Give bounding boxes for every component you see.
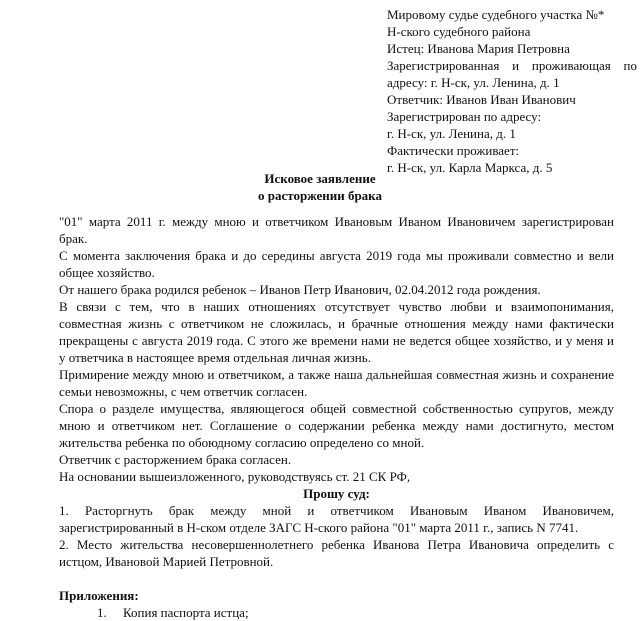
paragraph-line: Примирение между мною и ответчиком, а также наша дальнейшая совместная жизнь и сохранение (59, 367, 614, 382)
paragraph-line: брак. (59, 231, 88, 246)
request-item-line: истцом, Ивановой Марией Петровной. (59, 554, 274, 569)
attachment-item (59, 604, 614, 621)
request-item-line: 2. Место жительства несовершеннолетнего ребенка Иванова Петра Ивановича определить с (59, 537, 614, 552)
paragraph-line: На основании вышеизложенного, руководствуясь ст. 21 СК РФ, (59, 469, 411, 484)
paragraph-line: совместная жизнь с ответчиком не сложилась, и брачные отношения между нами фактически (59, 316, 614, 331)
paragraph-line: С момента заключения брака и до середины августа 2019 года мы проживали совместно и вели (59, 248, 614, 263)
document-title: Исковое заявление (264, 171, 376, 186)
header-line: Фактически проживает: (387, 143, 520, 158)
paragraph-line: От нашего брака родился ребенок – Иванов Петр Иванович, 02.04.2012 года рождения. (59, 282, 541, 297)
paragraph-line: "01" марта 2011 г. между мною и ответчиком Ивановым Иваном Ивановичем зарегистрирован (59, 214, 614, 229)
header-line: г. Н-ск, ул. Карла Маркса, д. 5 (387, 160, 553, 175)
paragraph-line: у ответчика в настоящее время отдельная личная жизнь. (59, 350, 371, 365)
header-line: Зарегистрированная и проживающая по (387, 58, 637, 73)
attachments-heading: Приложения: (59, 588, 139, 603)
header-line: Мировому судье судебного участка №* (387, 7, 605, 22)
header-line: Зарегистрирован по адресу: (387, 109, 542, 124)
header-line: Ответчик: Иванов Иван Иванович (387, 92, 576, 107)
document-subtitle: о расторжении брака (258, 188, 382, 203)
request-item-line: зарегистрированный в Н-ском отделе ЗАГС Н-ского района "01" марта 2011 г., запись N 7741. (59, 520, 579, 535)
paragraph-line: Ответчик с расторжением брака согласен. (59, 452, 292, 467)
paragraph-line: жительства ребенка по обоюдному согласию определено со мной. (59, 435, 425, 450)
paragraph-line: В связи с тем, что в наших отношениях отсутствует чувство любви и взаимопонимания, (59, 299, 614, 314)
paragraph-line: общее хозяйство. (59, 265, 155, 280)
document-body (59, 213, 614, 621)
addressee-block (387, 6, 637, 176)
paragraph-line: прекращены с августа 2019 года. С этого же времени нами не ведется общее хозяйство, и у меня и (59, 333, 614, 348)
header-line: г. Н-ск, ул. Ленина, д. 1 (387, 126, 516, 141)
spacer (59, 570, 614, 587)
header-line: адресу: г. Н-ск, ул. Ленина, д. 1 (387, 75, 560, 90)
paragraph-line: семьи невозможны, с чем ответчик согласен. (59, 384, 308, 399)
header-line: Н-ского судебного района (387, 24, 531, 39)
header-line: Истец: Иванова Мария Петровна (387, 41, 570, 56)
attachment-text: Копия паспорта истца; (123, 605, 249, 620)
attachment-number: 1. (97, 605, 107, 620)
paragraph-line: мною и ответчиком нет. Соглашение о содержании ребенка между нами достигнуто, местом (59, 418, 614, 433)
paragraph-line: Спора о разделе имущества, являющегося общей совместной собственностью супругов, между (59, 401, 614, 416)
request-heading: Прошу суд: (303, 486, 370, 501)
request-item-line: 1. Расторгнуть брак между мной и ответчиком Ивановым Иваном Ивановичем, (59, 503, 614, 518)
